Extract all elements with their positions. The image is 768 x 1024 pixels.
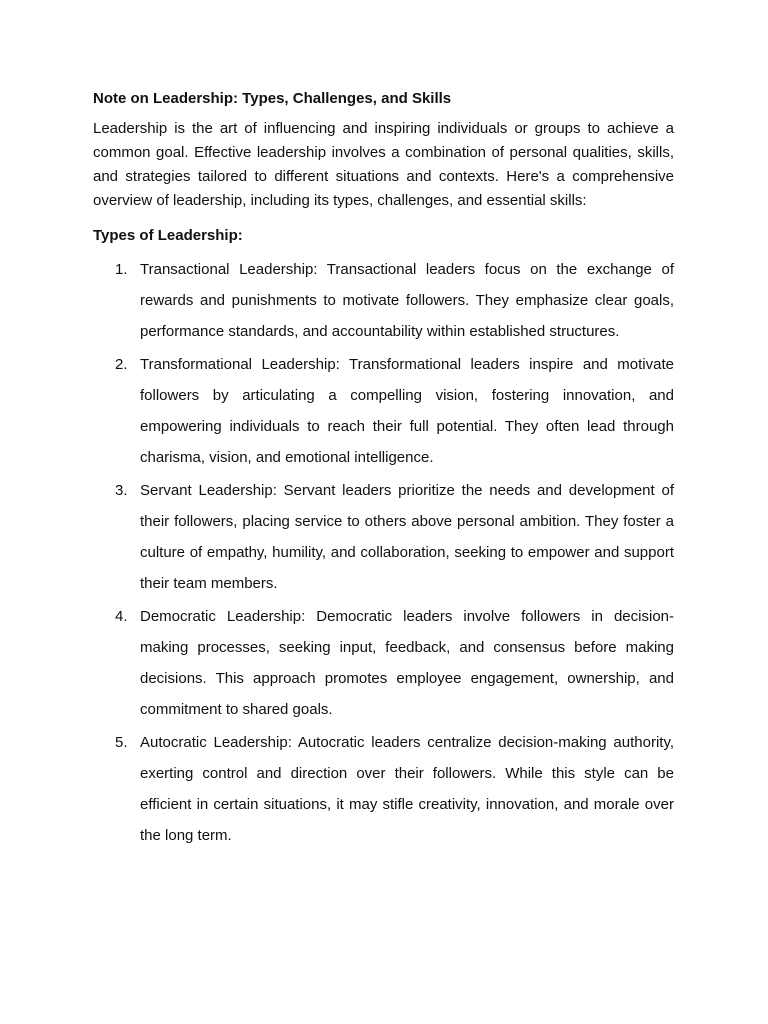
list-item-text: Servant Leadership: Servant leaders prioritize the needs and development of their followers, placing service to others above personal ambition. They foster a culture of empathy, humility, and collaboration, seeking to empower and support their team members. (140, 482, 674, 592)
intro-paragraph: Leadership is the art of influencing and inspiring individuals or groups to achieve a common goal. Effective leadership involves a combination of personal qualities, skills, and strategies tailored to different situations and contexts. Here's a comprehensive overview of leadership, including its types, challenges, and essential skills: (93, 120, 674, 209)
leadership-types-list (93, 254, 674, 851)
list-item-number: 5. (115, 734, 128, 751)
document-content (93, 89, 674, 853)
list-item-text: Autocratic Leadership: Autocratic leaders centralize decision-making authority, exerting control and direction over their followers. While this style can be efficient in certain situations, it may stifle creativity, innovation, and morale over the long term. (140, 734, 674, 844)
list-item (93, 349, 674, 473)
list-item-number: 2. (115, 356, 128, 373)
list-item-text: Democratic Leadership: Democratic leaders involve followers in decision-making processes, seeking input, feedback, and consensus before making decisions. This approach promotes employee engagement, ownership, and commitment to shared goals. (140, 608, 674, 718)
list-item-number: 1. (115, 261, 128, 278)
list-item (93, 254, 674, 347)
list-item-text: Transactional Leadership: Transactional leaders focus on the exchange of rewards and punishments to motivate followers. They emphasize clear goals, performance standards, and accountability within established structures. (140, 261, 674, 340)
list-item-number: 3. (115, 482, 128, 499)
list-item-number: 4. (115, 608, 128, 625)
list-item (93, 475, 674, 599)
list-item-text: Transformational Leadership: Transformational leaders inspire and motivate followers by articulating a compelling vision, fostering innovation, and empowering individuals to reach their full potential. They often lead through charisma, vision, and emotional intelligence. (140, 356, 674, 466)
list-item (93, 601, 674, 725)
document-title: Note on Leadership: Types, Challenges, and Skills (93, 90, 452, 107)
list-item (93, 727, 674, 851)
types-heading: Types of Leadership: (93, 227, 243, 244)
